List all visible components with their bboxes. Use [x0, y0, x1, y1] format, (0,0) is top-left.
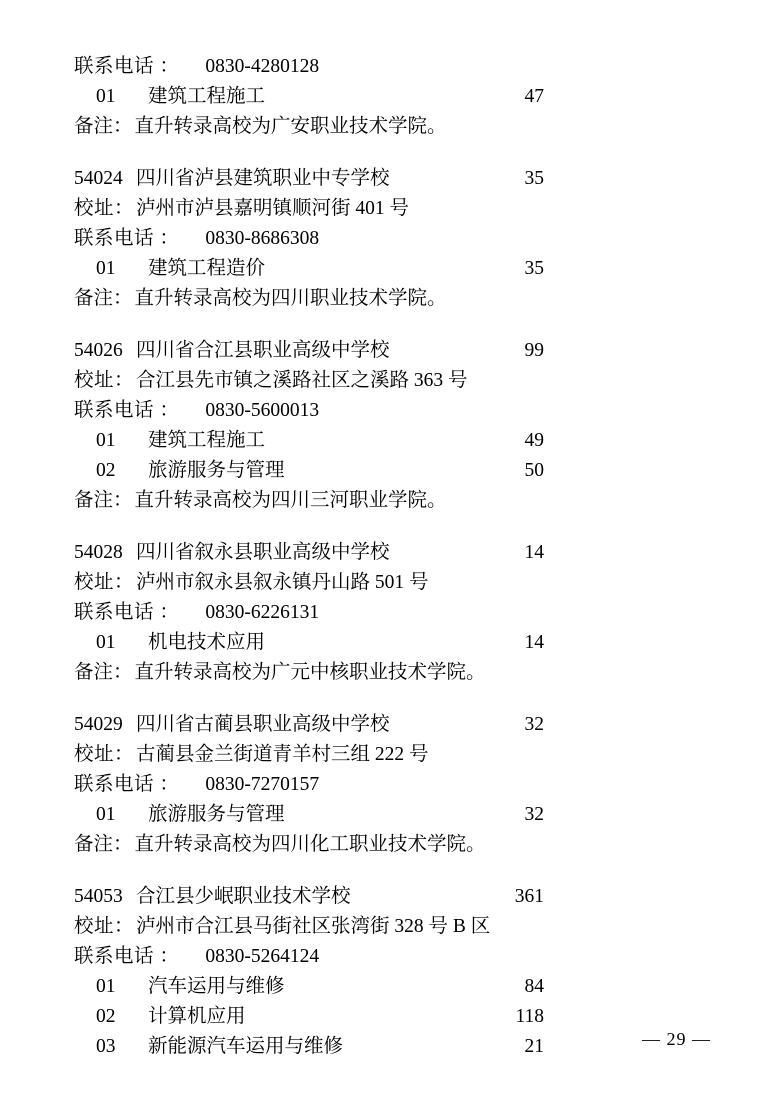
remark-row — [74, 112, 713, 142]
major-index: 01 — [96, 632, 116, 653]
school-address-row — [74, 366, 713, 396]
major-index: 02 — [96, 460, 116, 481]
major-name: 机电技术应用 — [148, 632, 266, 653]
major-row — [74, 1032, 713, 1062]
remark-row — [74, 658, 713, 688]
school-total-count: 361 — [514, 886, 544, 907]
school-header-row — [74, 336, 713, 366]
remark-row — [74, 830, 713, 860]
major-index: 02 — [96, 1006, 116, 1027]
major-name: 新能源汽车运用与维修 — [148, 1036, 344, 1057]
major-count: 84 — [524, 976, 544, 997]
school-phone-row — [74, 52, 713, 82]
remark-value: 直升转录高校为四川职业技术学院。 — [134, 288, 447, 309]
phone-value: 0830-6226131 — [205, 602, 320, 623]
school-entry — [74, 336, 713, 516]
school-total-count: 99 — [524, 340, 544, 361]
school-entry — [74, 710, 713, 860]
phone-label: 联系电话 ： — [74, 946, 180, 967]
address-label: 校址： — [74, 572, 135, 593]
major-row — [74, 1002, 713, 1032]
major-index: 01 — [96, 86, 116, 107]
address-label: 校址： — [74, 198, 135, 219]
address-value: 古蔺县金兰街道青羊村三组 222 号 — [136, 744, 429, 765]
phone-value: 0830-5600013 — [205, 400, 320, 421]
major-name: 建筑工程施工 — [148, 430, 266, 451]
remark-value: 直升转录高校为四川三河职业学院。 — [134, 490, 447, 511]
major-count: 21 — [524, 1036, 544, 1057]
remark-value: 直升转录高校为四川化工职业技术学院。 — [134, 834, 486, 855]
major-index: 01 — [96, 976, 116, 997]
major-count: 35 — [524, 258, 544, 279]
school-address-row — [74, 740, 713, 770]
major-row — [74, 972, 713, 1002]
school-header-row — [74, 164, 713, 194]
school-name: 四川省泸县建筑职业中专学校 — [136, 168, 390, 189]
remark-label: 备注： — [74, 116, 133, 137]
school-phone-row — [74, 396, 713, 426]
school-name: 四川省合江县职业高级中学校 — [136, 340, 390, 361]
school-code: 54029 — [74, 714, 123, 735]
page-number: — 29 — — [642, 1029, 711, 1049]
school-entry — [74, 538, 713, 688]
major-count: 32 — [524, 804, 544, 825]
school-phone-row — [74, 598, 713, 628]
school-total-count: 14 — [524, 542, 544, 563]
school-name: 四川省叙永县职业高级中学校 — [136, 542, 390, 563]
major-row — [74, 254, 713, 284]
major-count: 118 — [515, 1006, 544, 1027]
address-label: 校址： — [74, 370, 135, 391]
school-header-row — [74, 710, 713, 740]
school-entry — [74, 882, 713, 1062]
school-address-row — [74, 568, 713, 598]
phone-label: 联系电话 ： — [74, 602, 180, 623]
phone-value: 0830-5264124 — [205, 946, 320, 967]
school-entry — [74, 52, 713, 142]
school-total-count: 35 — [524, 168, 544, 189]
major-index: 01 — [96, 430, 116, 451]
major-count: 49 — [524, 430, 544, 451]
remark-row — [74, 486, 713, 516]
major-index: 01 — [96, 804, 116, 825]
major-row — [74, 800, 713, 830]
address-value: 合江县先市镇之溪路社区之溪路 363 号 — [136, 370, 468, 391]
address-label: 校址： — [74, 744, 135, 765]
major-name: 旅游服务与管理 — [148, 804, 285, 825]
major-count: 47 — [524, 86, 544, 107]
major-row — [74, 628, 713, 658]
phone-label: 联系电话 ： — [74, 228, 180, 249]
major-name: 计算机应用 — [148, 1006, 246, 1027]
school-header-row — [74, 882, 713, 912]
phone-value: 0830-4280128 — [205, 56, 320, 77]
school-phone-row — [74, 224, 713, 254]
school-entry — [74, 164, 713, 314]
remark-label: 备注： — [74, 834, 133, 855]
address-value: 泸州市合江县马街社区张湾街 328 号 B 区 — [136, 916, 491, 937]
school-phone-row — [74, 942, 713, 972]
school-code: 54026 — [74, 340, 123, 361]
school-address-row — [74, 912, 713, 942]
major-row — [74, 456, 713, 486]
major-name: 旅游服务与管理 — [148, 460, 285, 481]
major-count: 14 — [524, 632, 544, 653]
address-value: 泸州市泸县嘉明镇顺河街 401 号 — [136, 198, 410, 219]
remark-value: 直升转录高校为广安职业技术学院。 — [134, 116, 447, 137]
school-code: 54053 — [74, 886, 123, 907]
phone-label: 联系电话 ： — [74, 56, 180, 77]
major-row — [74, 82, 713, 112]
phone-value: 0830-7270157 — [205, 774, 320, 795]
school-name: 合江县少岷职业技术学校 — [136, 886, 351, 907]
major-index: 03 — [96, 1036, 116, 1057]
phone-label: 联系电话 ： — [74, 400, 180, 421]
school-header-row — [74, 538, 713, 568]
major-name: 建筑工程造价 — [148, 258, 266, 279]
school-listing — [74, 52, 713, 1062]
remark-row — [74, 284, 713, 314]
major-name: 建筑工程施工 — [148, 86, 266, 107]
address-value: 泸州市叙永县叙永镇丹山路 501 号 — [136, 572, 429, 593]
school-total-count: 32 — [524, 714, 544, 735]
remark-label: 备注： — [74, 662, 133, 683]
address-label: 校址： — [74, 916, 135, 937]
phone-value: 0830-8686308 — [205, 228, 320, 249]
major-row — [74, 426, 713, 456]
remark-label: 备注： — [74, 288, 133, 309]
school-name: 四川省古蔺县职业高级中学校 — [136, 714, 390, 735]
remark-label: 备注： — [74, 490, 133, 511]
school-address-row — [74, 194, 713, 224]
phone-label: 联系电话 ： — [74, 774, 180, 795]
school-code: 54028 — [74, 542, 123, 563]
school-phone-row — [74, 770, 713, 800]
remark-value: 直升转录高校为广元中核职业技术学院。 — [134, 662, 486, 683]
major-name: 汽车运用与维修 — [148, 976, 285, 997]
school-code: 54024 — [74, 168, 123, 189]
major-index: 01 — [96, 258, 116, 279]
major-count: 50 — [524, 460, 544, 481]
